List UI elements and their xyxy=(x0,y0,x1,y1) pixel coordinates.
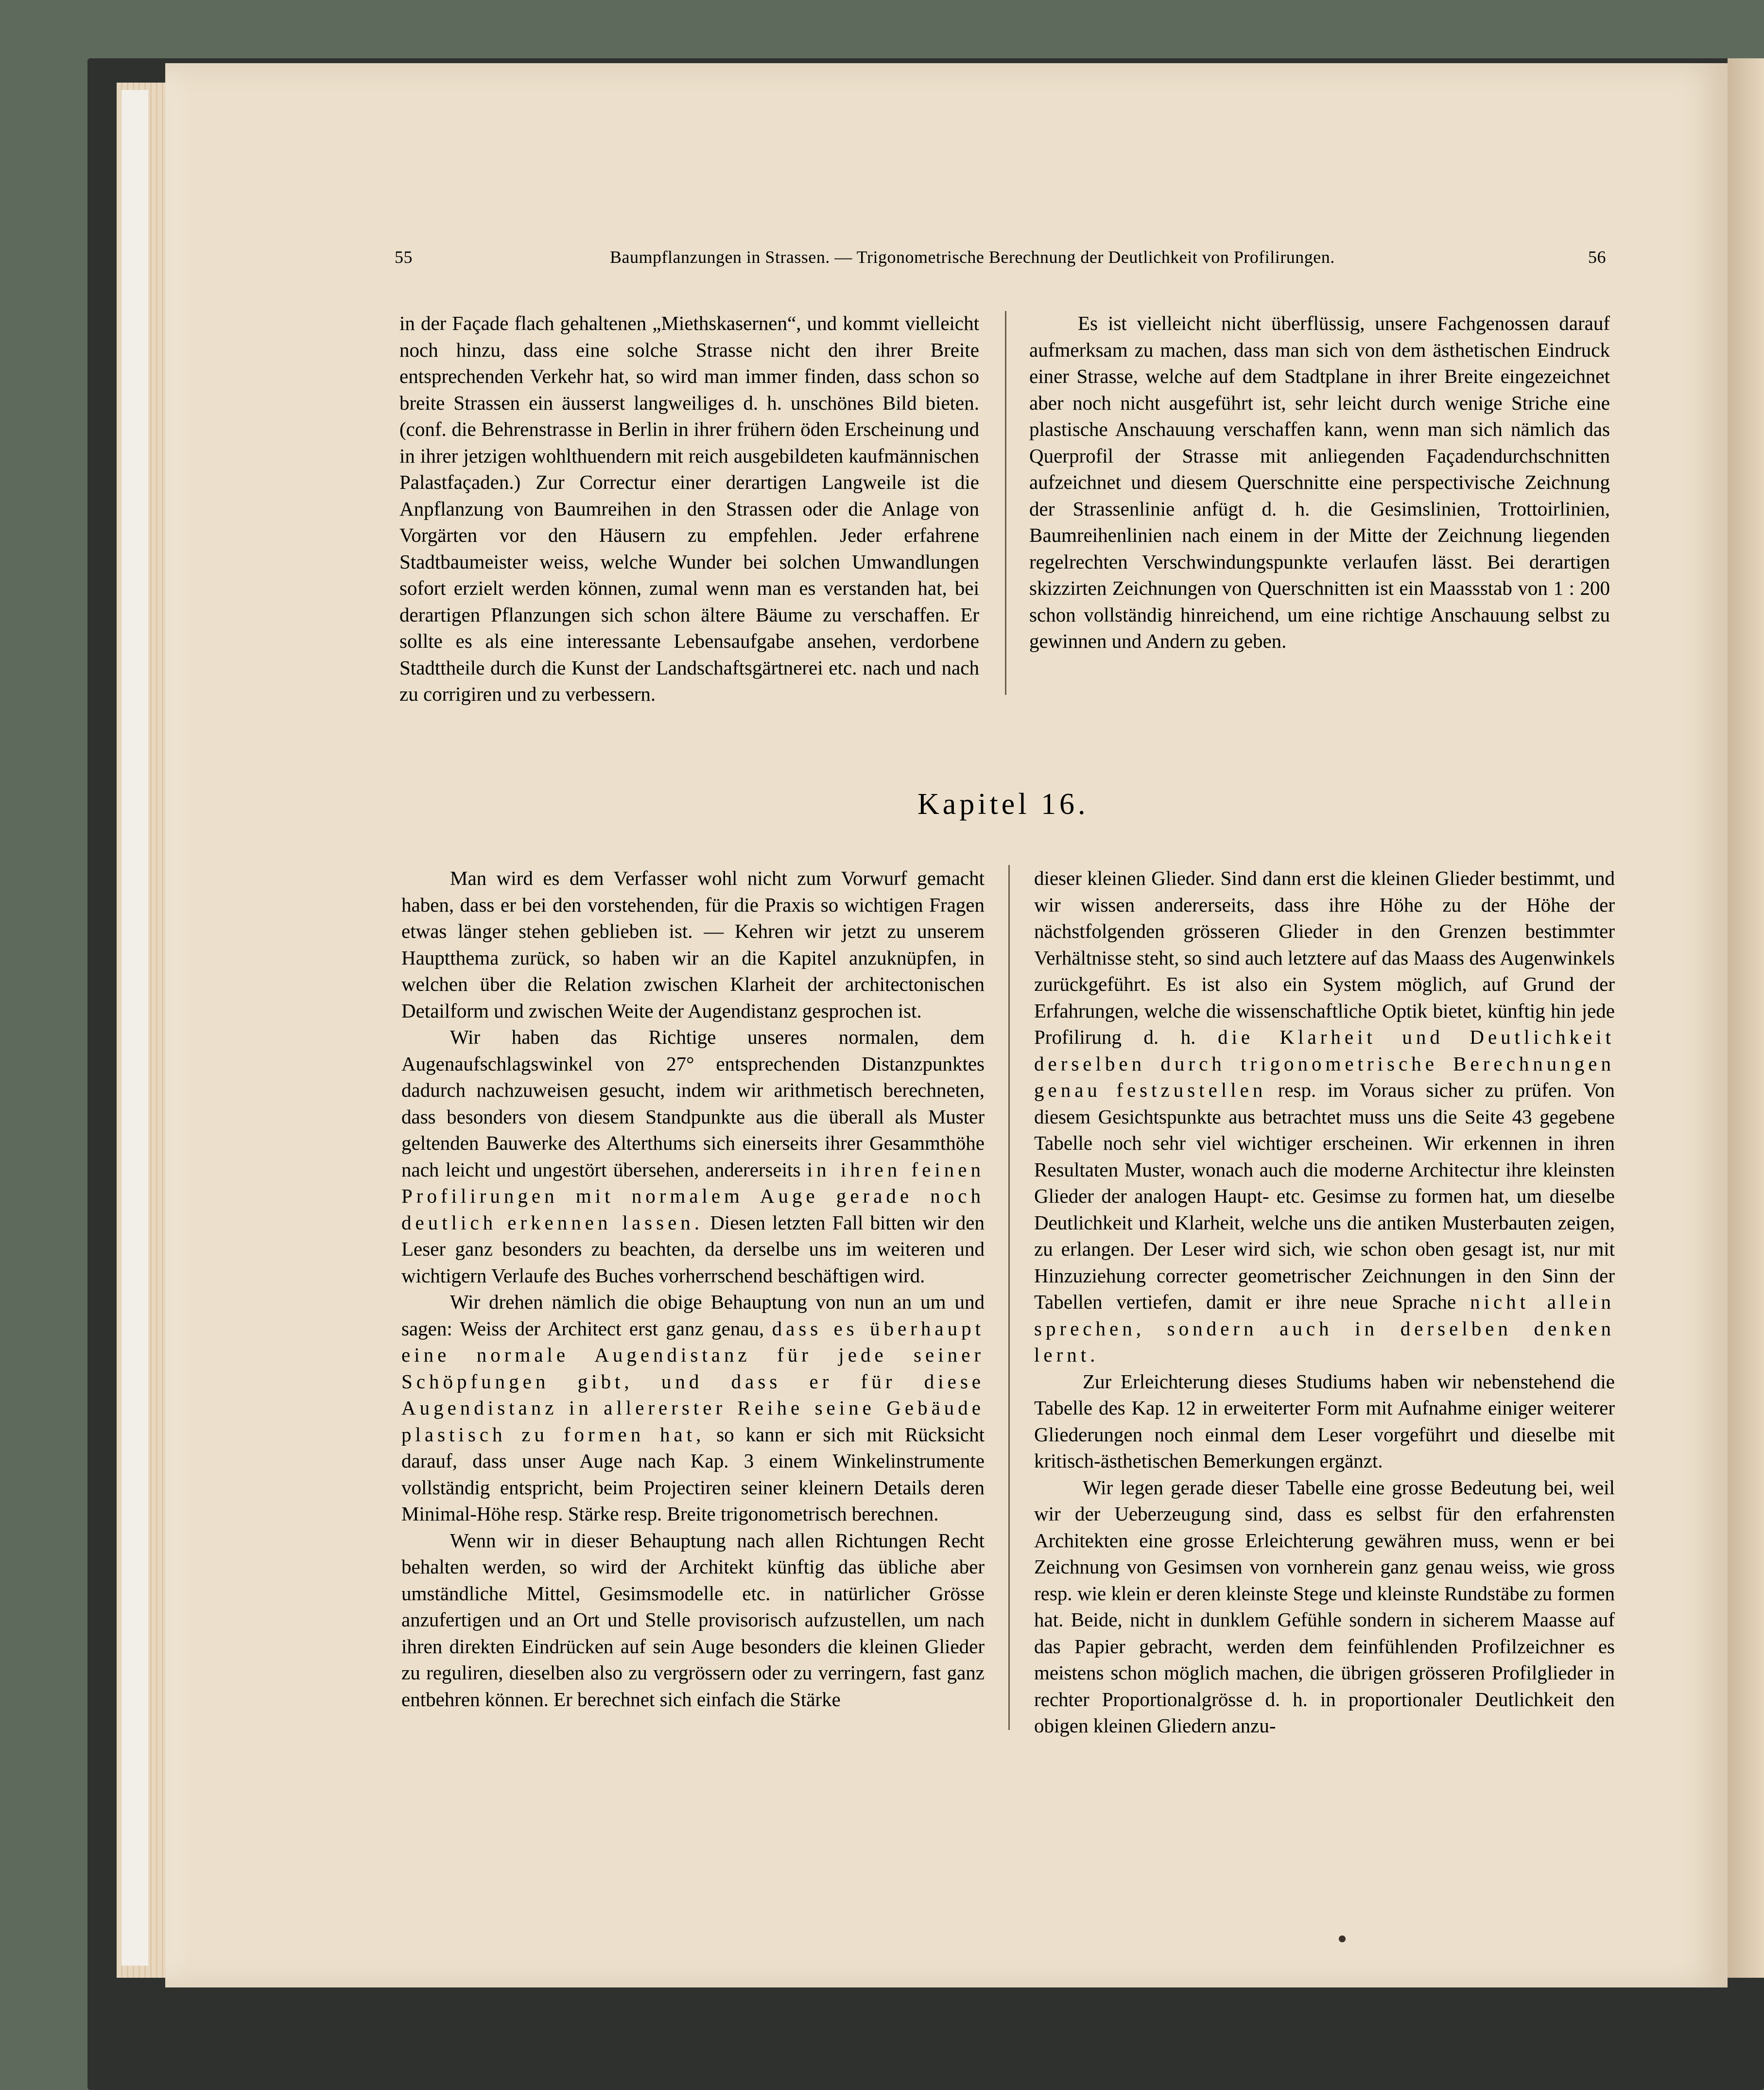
text-run: dieser kleinen Glieder. Sind dann erst die kleinen Glieder bestimmt, und wir wissen andererseits, dass ihre Höhe zu der Höhe der nächstfolgenden grösseren Glieder in den Grenzen bestimmter Verhältnisse steht, so sind auch letztere auf das Maass des Augenwinkels zurückgeführt. Es ist also ein System möglich, auf Grund der Erfahrungen, welche die wissenschaftliche Optik bietet, künftig hin jede Profilirung d. h. xyxy=(1034,867,1615,1048)
ink-spot xyxy=(1339,1935,1346,1942)
spaced-text: in ihren feinen Profilirungen mit normalem Auge gerade noch deutlich erkennen lassen. xyxy=(401,1158,985,1234)
top-left-column xyxy=(399,310,979,708)
paragraph xyxy=(401,1289,985,1527)
column-divider xyxy=(1008,865,1010,1730)
running-title: Baumpflanzungen in Strassen. — Trigonometrische Berechnung der Deutlichkeit von Profilirungen. xyxy=(610,247,1335,267)
text-run: Diesen letzten Fall bitten wir den Leser ganz besonders zu beachten, da derselbe uns im weiteren und wichtigern Verlaufe des Buches vorherrschend beschäftigen wird. xyxy=(401,1211,985,1287)
paragraph: Man wird es dem Verfasser wohl nicht zum Vorwurf gemacht haben, dass er bei den vorstehenden, für die Praxis so wichtigen Fragen etwas länger stehen geblieben ist. — Kehren wir jetzt zu unserem Hauptthema zurück, so haben wir an die Kapitel anzuknüpfen, in welchen über die Relation zwischen Klarheit der architectonischen Detailform und zwischen Weite der Augendistanz gesprochen ist. xyxy=(401,867,985,1022)
paragraph: in der Façade flach gehaltenen „Miethskasernen“, und kommt vielleicht noch hinzu, dass eine solche Strasse nicht den ihrer Breite entsprechenden Verkehr hat, so wird man immer finden, dass schon so breite Strassen ein äusserst langweiliges d. h. unschönes Bild bieten. (conf. die Behrenstrasse in Berlin in ihrer frühern öden Erscheinung und in ihrer jetzigen wohlthuendern mit reich ausgebildeten kaufmännischen Palastfaçaden.) Zur Correctur einer derartigen Langweile ist die Anpflanzung von Baumreihen in den Strassen oder die Anlage von Vorgärten vor den Häusern zu empfehlen. Jeder erfahrene Stadtbaumeister weiss, welche Wunder bei solchen Umwandlungen sofort erzielt werden können, zumal wenn man es verstanden hat, bei derartigen Pflanzungen sich schon ältere Bäume zu verschaffen. Er sollte es als eine interessante Lebensaufgabe ansehen, verdorbene Stadttheile durch die Kunst der Landschaftsgärtnerei etc. nach und nach zu corrigiren und zu verbessern. xyxy=(399,312,979,705)
text-run: Wir drehen nämlich die obige Behauptung von nun an um und sagen: Weiss der Architect erst ganz genau, xyxy=(401,1291,985,1340)
paragraph: Wir legen gerade dieser Tabelle eine grosse Bedeutung bei, weil wir der Ueberzeugung sind, dass es selbst für den erfahrensten Architekten eine grosse Erleichterung gewähren muss, wenn er bei Zeichnung von Gesimsen von vornherein ganz genau weiss, wie gross resp. wie klein er deren kleinste Stege und kleinste Rundstäbe zu formen hat. Beide, nicht in dunklem Gefühle sondern in sicherem Maasse auf das Papier gebracht, werden dem feinfühlenden Profilzeichner es meistens schon möglich machen, die übrigen grösseren Profilglieder in rechter Proportionalgrösse d. h. in proportionaler Deutlichkeit den obigen kleinen Gliedern anzu- xyxy=(1034,1476,1615,1737)
top-right-column xyxy=(1029,310,1610,655)
page-number-right: 56 xyxy=(1588,247,1606,267)
bottom-right-column xyxy=(1034,865,1615,1739)
flyleaf-edge xyxy=(121,90,148,1966)
facing-page-edge xyxy=(1728,58,1764,1978)
text-run: so kann er sich mit Rücksicht darauf, dass unser Auge nach Kap. 3 einem Winkelinstrumente vollständig entspricht, beim Projectiren seiner kleinern Details deren Minimal-Höhe resp. Stärke resp. Breite trigonometrisch berechnen. xyxy=(401,1423,985,1525)
paragraph: Es ist vielleicht nicht überflüssig, unsere Fachgenossen darauf aufmerksam zu machen, dass man sich von dem ästhetischen Eindruck einer Strasse, welche auf dem Stadtplane in ihrer Breite eingezeichnet aber noch nicht ausgeführt ist, sehr leicht durch wenige Striche eine plastische Anschauung verschaffen kann, wenn man sich nämlich das Querprofil der Strasse mit anliegenden Façadendurchschnitten aufzeichnet und diesem Querschnitte eine perspectivische Zeichnung der Strassenlinie anfügt d. h. die Gesimslinien, Trottoirlinien, Baumreihenlinien nach einem in der Mitte der Zeichnung liegenden regelrechten Verschwindungspunkte verlaufen lässt. Bei derartigen skizzirten Zeichnungen von Querschnitten ist ein Maassstab von 1 : 200 schon vollständig hinreichend, um eine richtige Anschauung selbst zu gewinnen und Andern zu geben. xyxy=(1029,312,1610,652)
spaced-text: die Klarheit und Deutlichkeit derselben durch trigonometrische Berechnungen genau festzustellen xyxy=(1034,1026,1615,1101)
bottom-left-column xyxy=(401,865,985,1712)
paragraph xyxy=(401,1024,985,1289)
paragraph: Zur Erleichterung dieses Studiums haben wir nebenstehend die Tabelle des Kap. 12 in erweiterter Form mit Aufnahme einiger weiterer Gliederungen noch einmal dem Leser vorgeführt und dieselbe mit kritisch-ästhetischen Bemerkungen ergänzt. xyxy=(1034,1370,1615,1472)
text-run: resp. im Voraus sicher zu prüfen. Von diesem Gesichtspunkte aus betrachtet muss uns die Seite 43 gegebene Tabelle noch sehr viel wichtiger erscheinen. Wir erkennen in ihren Resultaten Muster, wonach auch die moderne Architectur ihre kleinsten Glieder der analogen Haupt- etc. Gesimse zu formen hat, um dieselbe Deutlichkeit und Klarheit, welche uns die antiken Musterbauten zeigen, zu erlangen. Der Leser wird sich, wie schon oben gesagt ist, nur mit Hinzuziehung correcter geometrischer Zeichnungen in den Sinn der Tabellen vertiefen, damit er ihre neue Sprache xyxy=(1034,1079,1615,1313)
chapter-title: Kapitel 16. xyxy=(917,788,1089,821)
text-run: Wir haben das Richtige unseres normalen, dem Augenaufschlagswinkel von 27° entsprechenden Distanzpunktes dadurch nachzuweisen gesucht, indem wir arithmetisch berechneten, dass besonders von diesem Standpunkte aus die überall als Muster geltenden Bauwerke des Alterthums sich einerseits ihrer Gesammthöhe nach leicht und ungestört übersehen, andererseits xyxy=(401,1026,985,1181)
paragraph xyxy=(1034,865,1615,1368)
spaced-text: nicht allein sprechen, sondern auch in derselben denken lernt. xyxy=(1034,1291,1615,1366)
spaced-text: dass es überhaupt eine normale Augendistanz für jede seiner Schöpfungen gibt, und dass er für diese Augendistanz in allererster Reihe seine Gebäude plastisch zu formen hat, xyxy=(401,1317,985,1446)
column-divider xyxy=(1005,311,1006,695)
paragraph: Wenn wir in dieser Behauptung nach allen Richtungen Recht behalten werden, so wird der Architekt künftig das übliche aber umständliche Mittel, Gesimsmodelle etc. in natürlicher Grösse anzufertigen und an Ort und Stelle provisorisch aufzustellen, um nach ihren direkten Eindrücken auf sein Auge besonders die kleinen Glieder zu reguliren, dieselben also zu vergrössern oder zu verringern, fast ganz entbehren können. Er berechnet sich einfach die Stärke xyxy=(401,1529,985,1710)
page-number-left: 55 xyxy=(395,247,413,267)
